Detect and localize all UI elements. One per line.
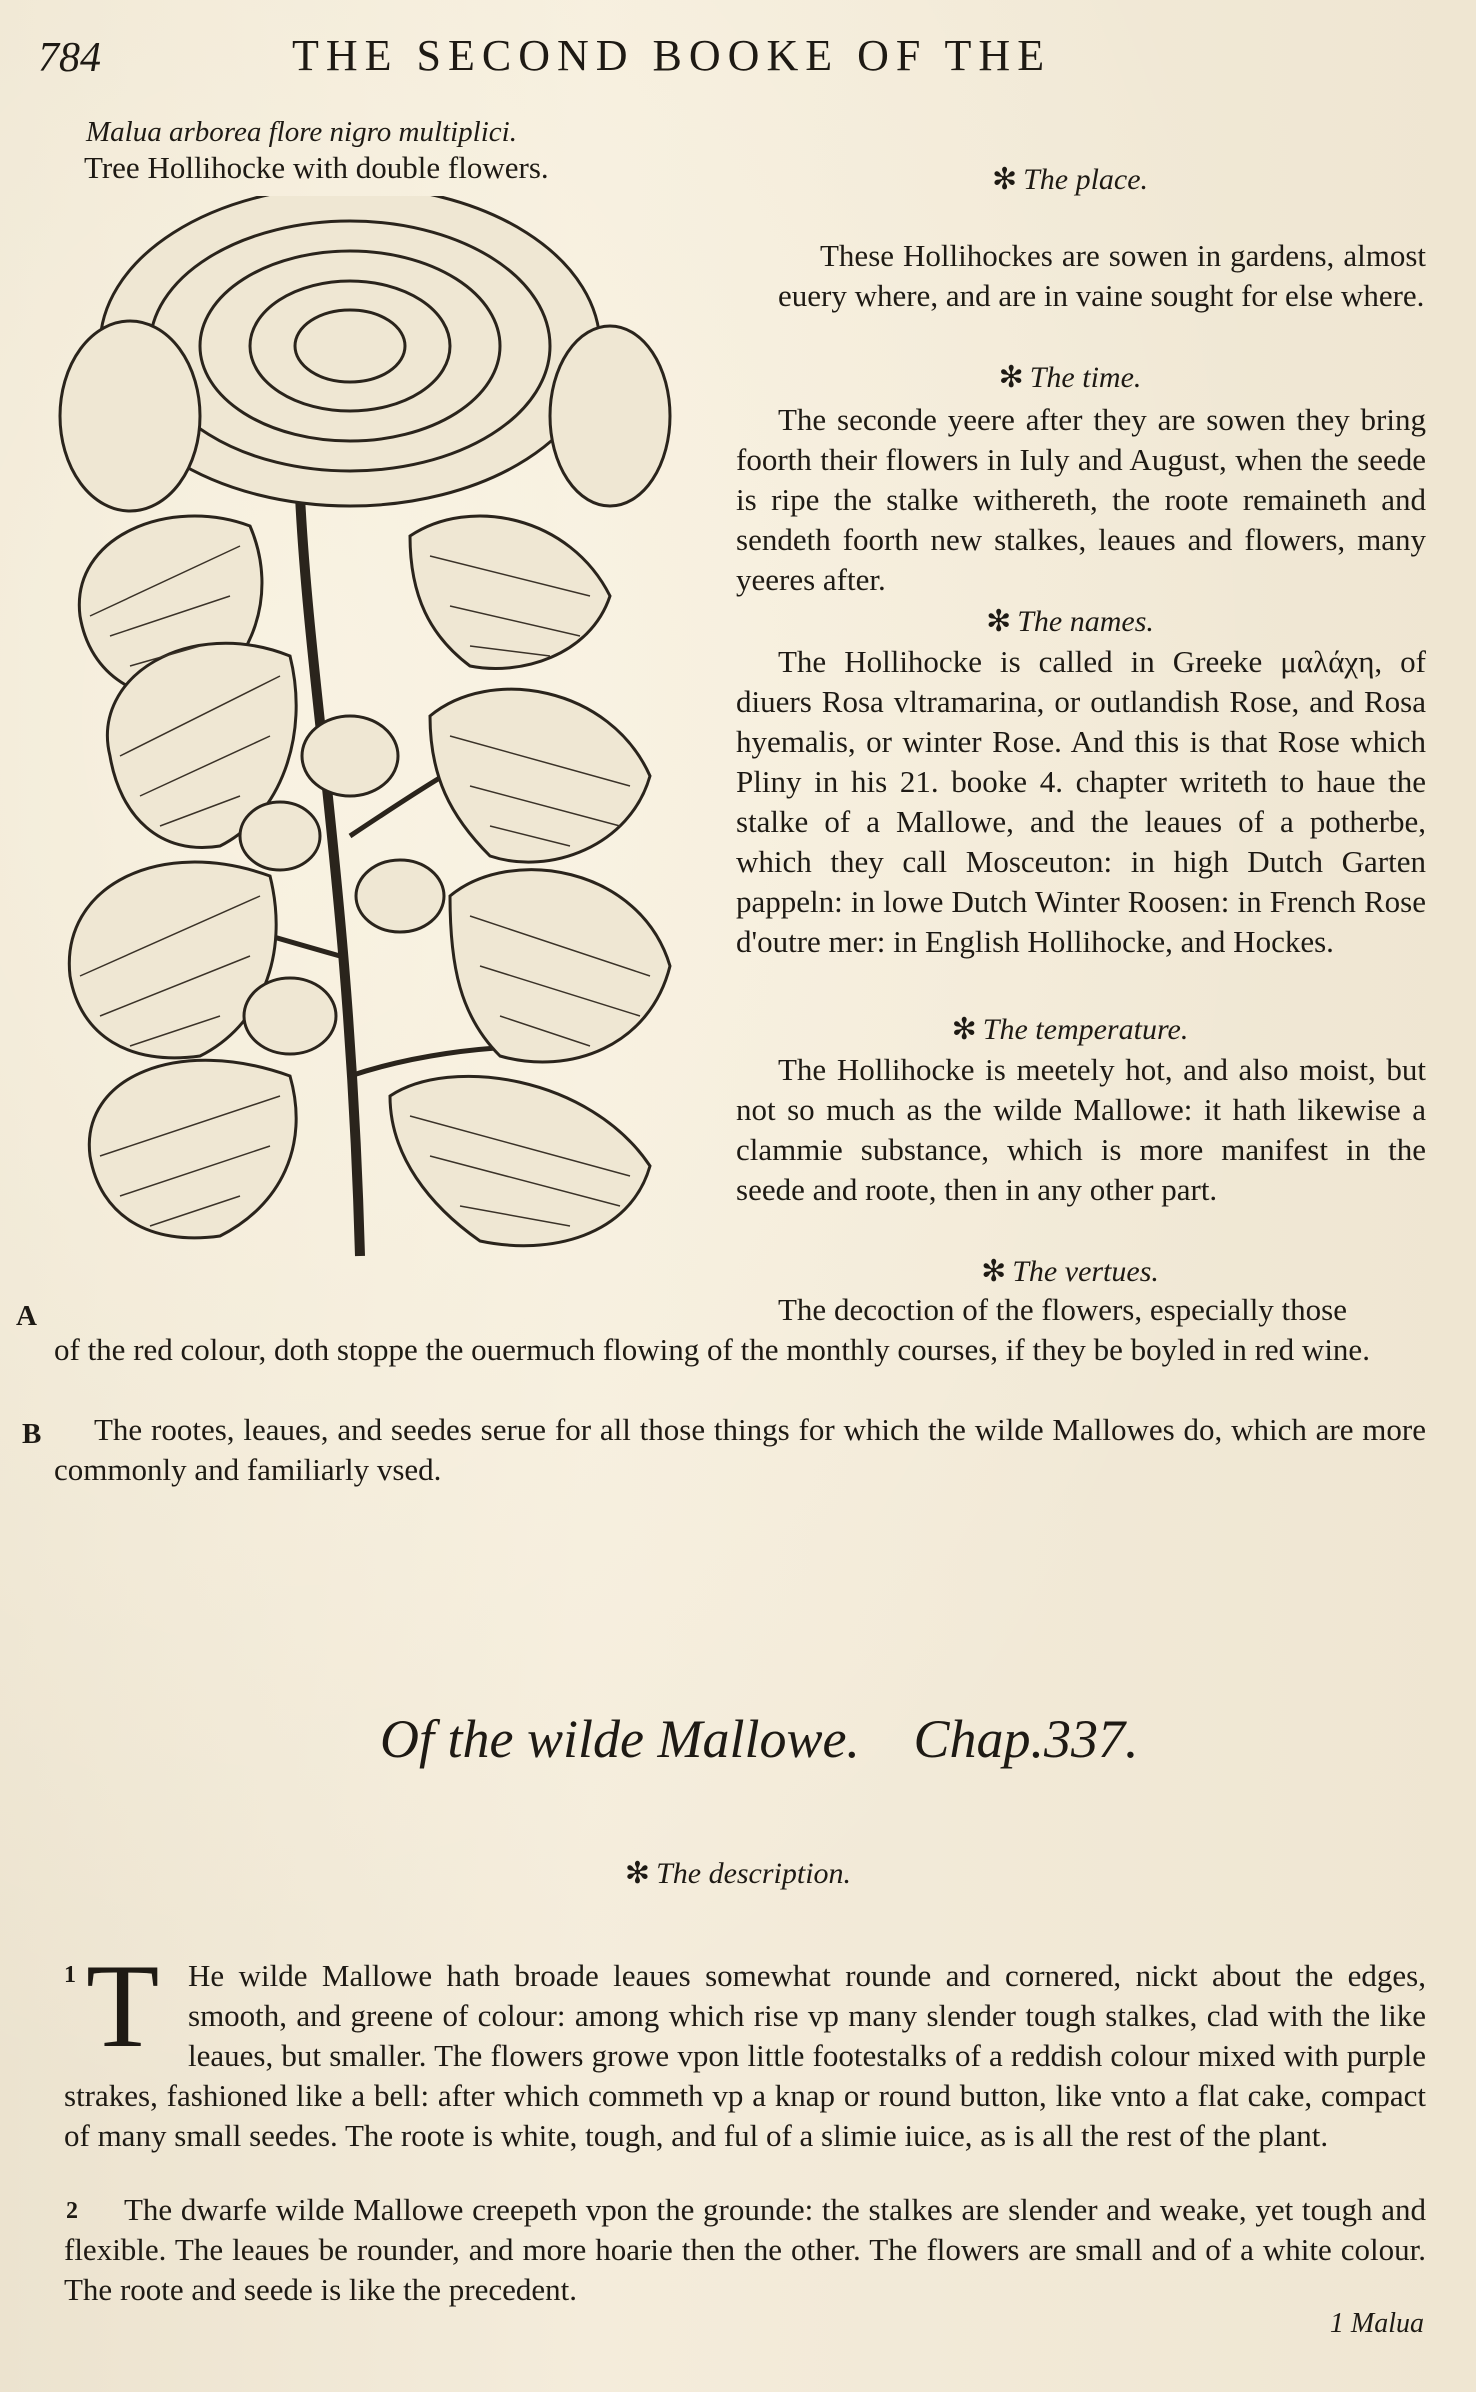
page-number: 784 <box>38 35 101 81</box>
names-paragraph: The Hollihocke is called in Greeke μαλάχη, of diuers Rosa vltramarina, or outlandish Rose, and Rosa hyemalis, or winter Rose. And this is that Rose which Pliny in his 21. booke 4. chapter writeth to haue the stalke of a Mallowe, and the leaues of a potherbe, which they call Mosceuton: in high Dutch Garten pappeln: in lowe Dutch Winter Roosen: in French Rose d'outre mer: in English Hollihocke, and Hockes. <box>736 644 1426 959</box>
asterism-icon: ✻ <box>951 1013 977 1046</box>
vertues-a-first-line: The decoction of the flowers, especially those <box>778 1292 1347 1327</box>
heading-the-description: ✻ The description. <box>624 1857 852 1890</box>
vertues-b-paragraph: The rootes, leaues, and seedes serue for all those things for which the wilde Mallowes do, which are more commonly and familiarly vsed. <box>54 1412 1426 1487</box>
description-item-1: He wilde Mallowe hath broade leaues somewhat rounde and cornered, nickt about the edges, smooth, and greene of colour: among which rise vp many slender tough stalkes, clad with the like leaues, but smaller. The flowers growe vpon little footestalks of a reddish colour mixed with purple strakes, fashioned like a bell: after which commeth vp a knap or round button, like vnto a flat cake, compact of many small seedes. The roote is white, tough, and ful of a slimie iuice, as is all the rest of the plant. <box>64 1958 1426 2153</box>
hollyhock-woodcut-illustration <box>50 196 686 1268</box>
asterism-icon: ✻ <box>624 1857 651 1890</box>
margin-letter-b: B <box>22 1418 42 1450</box>
catchword: 1 Malua <box>1329 2308 1424 2339</box>
margin-letter-a: A <box>16 1300 37 1332</box>
heading-the-temperature: ✻ The temperature. <box>951 1013 1189 1046</box>
item-number-2: 2 <box>66 2198 78 2224</box>
asterism-icon: ✻ <box>986 605 1012 638</box>
place-paragraph: These Hollihockes are sowen in gardens, almost euery where, and are in vaine sought for else where. <box>778 238 1426 313</box>
heading-the-time: ✻ The time. <box>998 361 1142 394</box>
item-number-1: 1 <box>64 1962 76 1988</box>
heading-the-vertues: ✻ The vertues. <box>981 1255 1159 1288</box>
drop-cap-letter: T <box>86 1939 160 2072</box>
heading-the-place: ✻ The place. <box>991 163 1149 196</box>
asterism-icon: ✻ <box>998 361 1024 394</box>
asterism-icon: ✻ <box>991 163 1018 196</box>
vertues-a-paragraph: of the red colour, doth stoppe the ouermuch flowing of the monthly courses, if they be boyled in red wine. <box>54 1332 1370 1367</box>
description-item-2: The dwarfe wilde Mallowe creepeth vpon the grounde: the stalkes are slender and weake, yet tough and flexible. The leaues be rounder, and more hoarie then the other. The flowers are small and of a white colour. The roote and seede is like the precedent. <box>64 2192 1426 2307</box>
figure-caption-latin: Malua arborea flore nigro multiplici. <box>86 116 517 148</box>
heading-the-names: ✻ The names. <box>986 605 1154 638</box>
asterism-icon: ✻ <box>981 1255 1007 1288</box>
figure-caption-english: Tree Hollihocke with double flowers. <box>84 150 549 185</box>
running-title: THE SECOND BOOKE OF THE <box>292 31 1052 80</box>
temperature-paragraph: The Hollihocke is meetely hot, and also moist, but not so much as the wilde Mallowe: it hath likewise a clammie substance, which is more manifest in the seede and roote, then in any other part. <box>736 1052 1426 1207</box>
time-paragraph: The seconde yeere after they are sowen they bring foorth their flowers in Iuly and August, when the seede is ripe the stalke withereth, the roote remaineth and sendeth foorth new stalkes, leaues and flowers, many yeeres after. <box>736 402 1426 597</box>
chapter-title: Of the wilde Mallowe. Chap.337. <box>380 1709 1139 1769</box>
